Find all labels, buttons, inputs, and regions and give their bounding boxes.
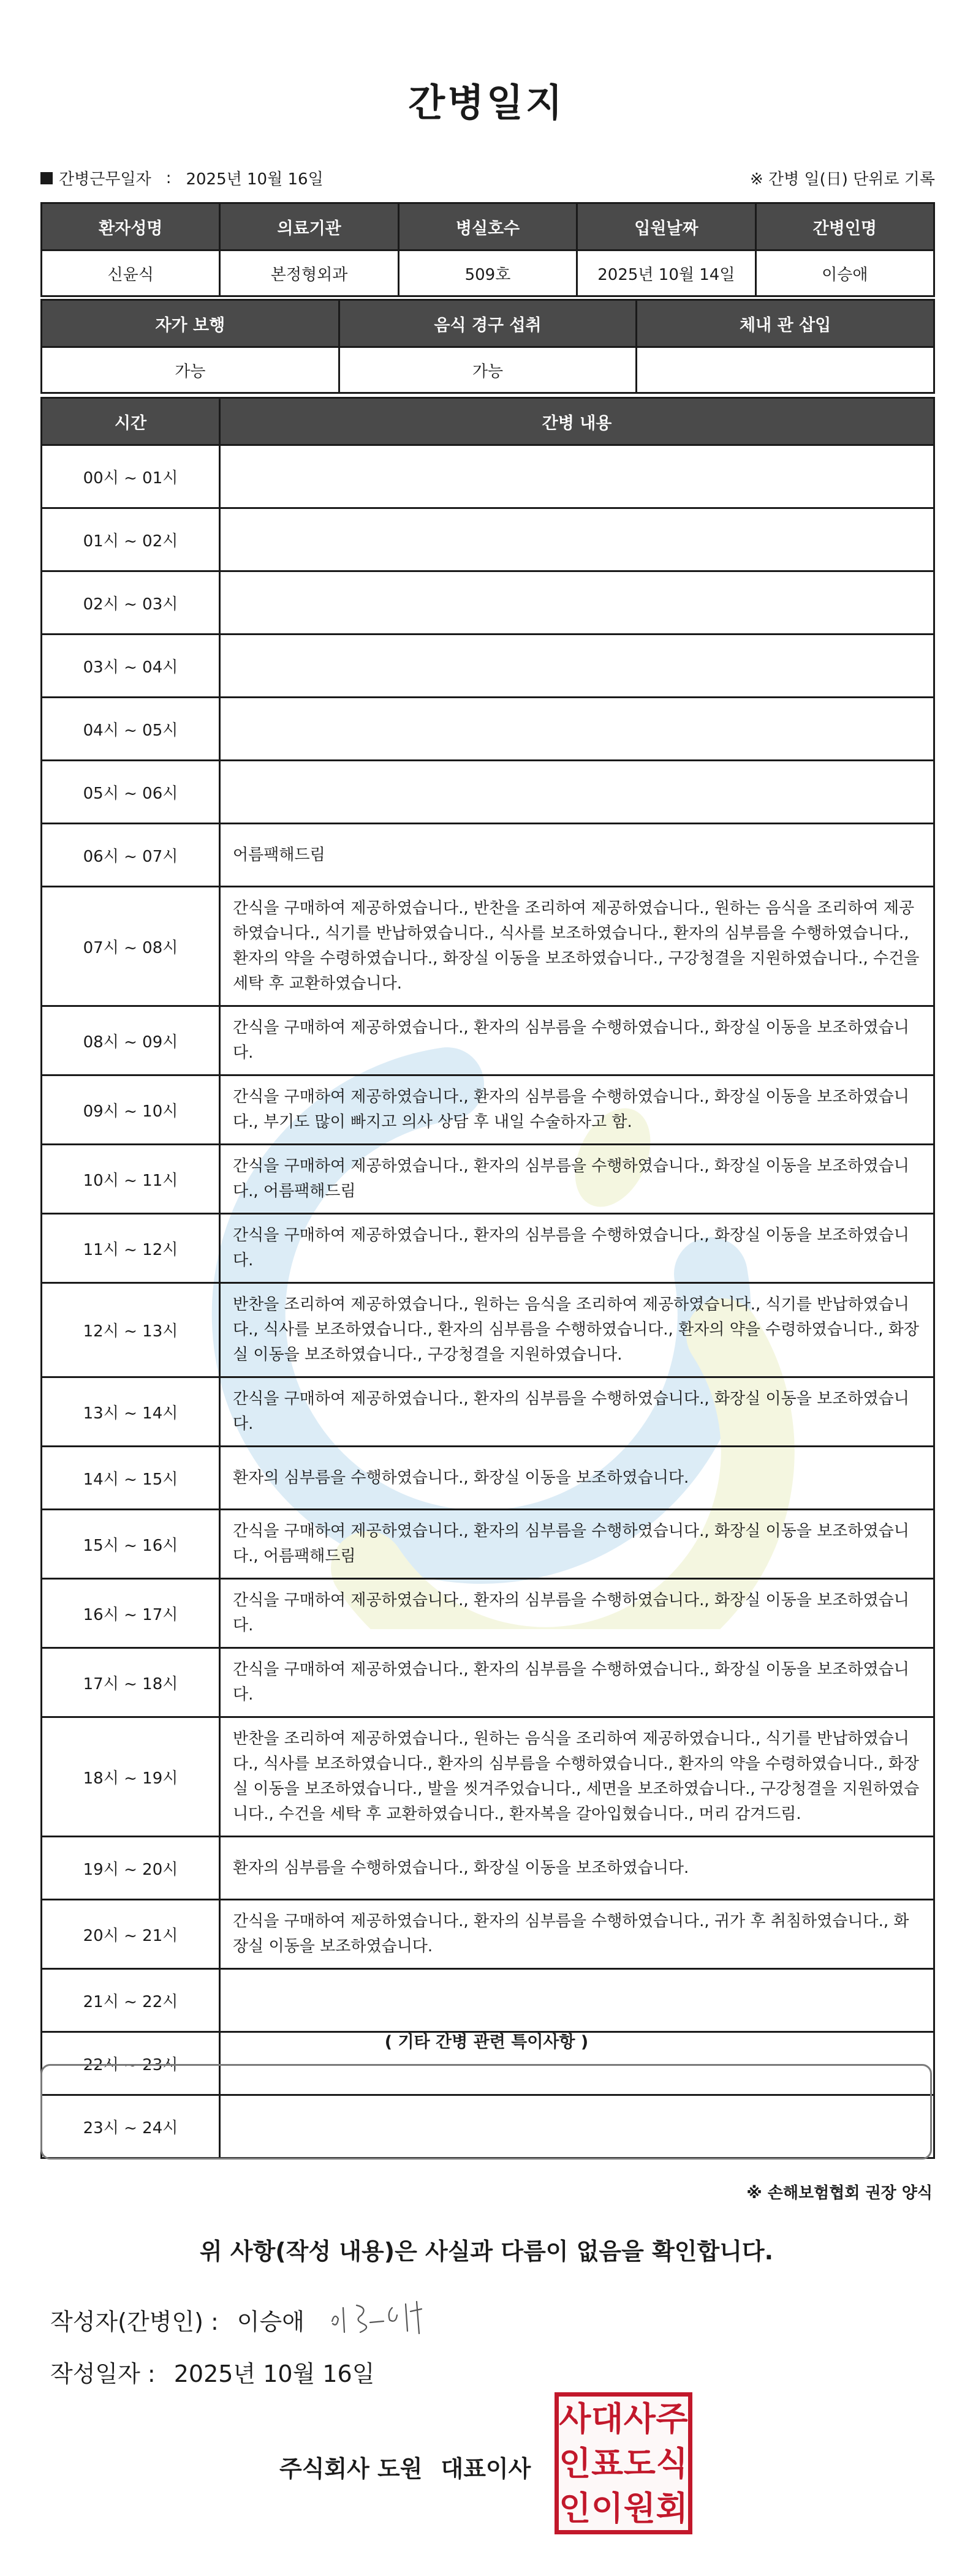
- log-row: [42, 761, 934, 824]
- write-date-label: 작성일자 :: [50, 2360, 156, 2387]
- special-notes-box: [40, 2064, 932, 2160]
- log-content-cell: 반찬을 조리하여 제공하였습니다., 원하는 음식을 조리하여 제공하였습니다., 식기를 반납하였습니다., 식사를 보조하였습니다., 환자의 심부름을 수행하였습니다., 환자의 약을 수령하였습니다., 화장실 이동을 보조하였습니다., 구강청결을 지원하였습니다.: [220, 1283, 934, 1377]
- log-row: [42, 445, 934, 508]
- stamp-glyph: 이: [591, 2488, 624, 2528]
- log-row: [42, 1377, 934, 1447]
- stamp-glyph: 주: [656, 2399, 688, 2439]
- header-admission-date: 입원날짜: [577, 203, 755, 250]
- log-time-cell: 17시 ~ 18시: [42, 1648, 220, 1717]
- log-row: [42, 1717, 934, 1837]
- log-row: [42, 1283, 934, 1377]
- log-content-cell: [220, 761, 934, 824]
- log-row: [42, 1075, 934, 1145]
- self-walking-value: 가능: [42, 347, 339, 393]
- log-time-cell: 14시 ~ 15시: [42, 1447, 220, 1510]
- work-date-value: 2025년 10월 16일: [186, 170, 324, 189]
- patient-name: 신윤식: [42, 250, 220, 296]
- log-content-cell: [220, 1969, 934, 2032]
- log-content-cell: 간식을 구매하여 제공하였습니다., 환자의 심부름을 수행하였습니다., 화장실 이동을 보조하였습니다., 어름팩해드림: [220, 1145, 934, 1214]
- writer-label: 작성자(간병인) :: [50, 2308, 219, 2335]
- log-content-cell: 간식을 구매하여 제공하였습니다., 환자의 심부름을 수행하였습니다., 화장실 이동을 보조하였습니다.: [220, 1648, 934, 1717]
- room-number: 509호: [398, 250, 577, 296]
- log-content-cell: 반찬을 조리하여 제공하였습니다., 원하는 음식을 조리하여 제공하였습니다., 식기를 반납하였습니다., 식사를 보조하였습니다., 환자의 심부름을 수행하였습니다., 환자의 약을 수령하였습니다., 화장실 이동을 보조하였습니다., 발을 씻겨주었습니다., 세면을 보조하였습니다., 구강청결을 지원하였습니다., 수건을 세탁 후 교환하였습니다., 환자복을 갈아입혔습니다., 머리 감겨드림.: [220, 1717, 934, 1837]
- log-row: [42, 1648, 934, 1717]
- log-row: [42, 508, 934, 571]
- record-unit-note: ※ 간병 일(日) 단위로 기록: [749, 170, 935, 189]
- log-content-cell: 환자의 심부름을 수행하였습니다., 화장실 이동을 보조하였습니다.: [220, 1447, 934, 1510]
- stamp-glyph: 인: [559, 2488, 591, 2528]
- log-content-cell: 어름팩해드림: [220, 824, 934, 887]
- log-time-cell: 15시 ~ 16시: [42, 1510, 220, 1579]
- log-time-cell: 06시 ~ 07시: [42, 824, 220, 887]
- log-time-cell: 00시 ~ 01시: [42, 445, 220, 508]
- special-notes-title: ( 기타 간병 관련 특이사항 ): [384, 2033, 589, 2052]
- log-row: [42, 635, 934, 698]
- company-line: [279, 2450, 531, 2484]
- log-row: [42, 571, 934, 635]
- log-time-cell: 12시 ~ 13시: [42, 1283, 220, 1377]
- log-time-cell: 13시 ~ 14시: [42, 1377, 220, 1447]
- log-row: [42, 1006, 934, 1075]
- log-row: [42, 824, 934, 887]
- company-title: 대표이사: [441, 2455, 531, 2482]
- handwritten-signature: [325, 2289, 447, 2344]
- bullet-square-icon: [40, 172, 53, 184]
- log-time-cell: 20시 ~ 21시: [42, 1900, 220, 1969]
- header-time: 시간: [42, 398, 220, 445]
- work-date-label: 간병근무일자: [59, 170, 151, 189]
- header-care-content: 간병 내용: [220, 398, 934, 445]
- log-content-cell: [220, 698, 934, 761]
- log-time-cell: 05시 ~ 06시: [42, 761, 220, 824]
- log-time-cell: 03시 ~ 04시: [42, 635, 220, 698]
- patient-value-row: [42, 250, 934, 296]
- header-patient-name: 환자성명: [42, 203, 220, 250]
- log-row: [42, 1447, 934, 1510]
- log-time-cell: 18시 ~ 19시: [42, 1717, 220, 1837]
- writer-name: 이승애: [237, 2308, 305, 2335]
- admission-date: 2025년 10월 14일: [577, 250, 755, 296]
- header-tube-insertion: 체내 관 삽입: [637, 300, 934, 347]
- write-date-line: [50, 2355, 374, 2389]
- log-time-cell: 04시 ~ 05시: [42, 698, 220, 761]
- log-content-cell: 간식을 구매하여 제공하였습니다., 환자의 심부름을 수행하였습니다., 화장실 이동을 보조하였습니다., 어름팩해드림: [220, 1510, 934, 1579]
- log-content-cell: 간식을 구매하여 제공하였습니다., 환자의 심부름을 수행하였습니다., 귀가 후 취침하였습니다., 화장실 이동을 보조하였습니다.: [220, 1900, 934, 1969]
- stamp-glyph: 도: [623, 2443, 656, 2483]
- log-content-cell: 간식을 구매하여 제공하였습니다., 환자의 심부름을 수행하였습니다., 화장실 이동을 보조하였습니다.: [220, 1579, 934, 1648]
- log-header-row: [42, 398, 934, 445]
- oral-intake-value: 가능: [339, 347, 637, 393]
- stamp-glyph: 대: [591, 2399, 624, 2439]
- stamp-glyph: 사: [623, 2399, 656, 2439]
- log-row: [42, 1969, 934, 2032]
- company-name: 주식회사 도원: [279, 2455, 423, 2482]
- stamp-glyph: 표: [591, 2443, 624, 2483]
- page-title: 간병일지: [408, 80, 565, 125]
- log-time-cell: 19시 ~ 20시: [42, 1837, 220, 1900]
- log-time-cell: 16시 ~ 17시: [42, 1579, 220, 1648]
- work-date: [40, 167, 324, 189]
- stamp-glyph: 회: [656, 2488, 688, 2528]
- caregiver-name: 이승애: [755, 250, 934, 296]
- write-date-value: 2025년 10월 16일: [173, 2360, 375, 2387]
- patient-info-table: [40, 202, 935, 297]
- stamp-glyph: 사: [559, 2399, 591, 2439]
- log-row: [42, 1510, 934, 1579]
- log-row: [42, 1214, 934, 1283]
- log-time-cell: 01시 ~ 02시: [42, 508, 220, 571]
- log-row: [42, 1900, 934, 1969]
- patient-status-table: [40, 299, 935, 394]
- care-log-table: [40, 397, 935, 2159]
- confirmation-statement: 위 사항(작성 내용)은 사실과 다름이 없음을 확인합니다.: [199, 2238, 774, 2265]
- tube-insertion-value: [637, 347, 934, 393]
- stamp-glyph: 원: [623, 2488, 656, 2528]
- status-header-row: [42, 300, 934, 347]
- meta-row: [40, 167, 935, 189]
- recommendation-note: ※ 손해보험협회 권장 양식: [746, 2184, 933, 2202]
- log-time-cell: 22시 ~ 23시: [42, 2032, 220, 2095]
- log-content-cell: [220, 445, 934, 508]
- writer-line: [50, 2303, 305, 2337]
- patient-header-row: [42, 203, 934, 250]
- header-caregiver: 간병인명: [755, 203, 934, 250]
- header-oral-intake: 음식 경구 섭취: [339, 300, 637, 347]
- log-content-cell: 간식을 구매하여 제공하였습니다., 환자의 심부름을 수행하였습니다., 화장실 이동을 보조하였습니다.: [220, 1006, 934, 1075]
- log-content-cell: 간식을 구매하여 제공하였습니다., 반찬을 조리하여 제공하였습니다., 원하는 음식을 조리하여 제공하였습니다., 식기를 반납하였습니다., 식사를 보조하였습니다., 환자의 심부름을 수행하였습니다., 환자의 약을 수령하였습니다., 화장실 이동을 보조하였습니다., 구강청결을 지원하였습니다., 수건을 세탁 후 교환하였습니다.: [220, 887, 934, 1006]
- log-content-cell: 환자의 심부름을 수행하였습니다., 화장실 이동을 보조하였습니다.: [220, 1837, 934, 1900]
- work-date-separator: :: [165, 168, 172, 187]
- log-row: [42, 1145, 934, 1214]
- log-content-cell: 간식을 구매하여 제공하였습니다., 환자의 심부름을 수행하였습니다., 화장실 이동을 보조하였습니다., 부기도 많이 빠지고 의사 상담 후 내일 수술하자고 함.: [220, 1075, 934, 1145]
- company-seal-stamp: [555, 2392, 692, 2534]
- stamp-glyph: 식: [656, 2443, 688, 2483]
- log-time-cell: 08시 ~ 09시: [42, 1006, 220, 1075]
- log-content-cell: [220, 508, 934, 571]
- log-row: [42, 1837, 934, 1900]
- hospital-name: 본정형외과: [220, 250, 398, 296]
- log-row: [42, 887, 934, 1006]
- log-time-cell: 07시 ~ 08시: [42, 887, 220, 1006]
- log-time-cell: 11시 ~ 12시: [42, 1214, 220, 1283]
- header-hospital: 의료기관: [220, 203, 398, 250]
- log-time-cell: 23시 ~ 24시: [42, 2095, 220, 2158]
- log-time-cell: 09시 ~ 10시: [42, 1075, 220, 1145]
- status-value-row: [42, 347, 934, 393]
- log-content-cell: [220, 571, 934, 635]
- header-room: 병실호수: [398, 203, 577, 250]
- log-content-cell: 간식을 구매하여 제공하였습니다., 환자의 심부름을 수행하였습니다., 화장실 이동을 보조하였습니다.: [220, 1377, 934, 1447]
- stamp-glyph: 인: [559, 2443, 591, 2483]
- header-self-walking: 자가 보행: [42, 300, 339, 347]
- log-row: [42, 1579, 934, 1648]
- log-row: [42, 698, 934, 761]
- log-content-cell: [220, 635, 934, 698]
- log-time-cell: 02시 ~ 03시: [42, 571, 220, 635]
- log-time-cell: 10시 ~ 11시: [42, 1145, 220, 1214]
- log-content-cell: 간식을 구매하여 제공하였습니다., 환자의 심부름을 수행하였습니다., 화장실 이동을 보조하였습니다.: [220, 1214, 934, 1283]
- log-time-cell: 21시 ~ 22시: [42, 1969, 220, 2032]
